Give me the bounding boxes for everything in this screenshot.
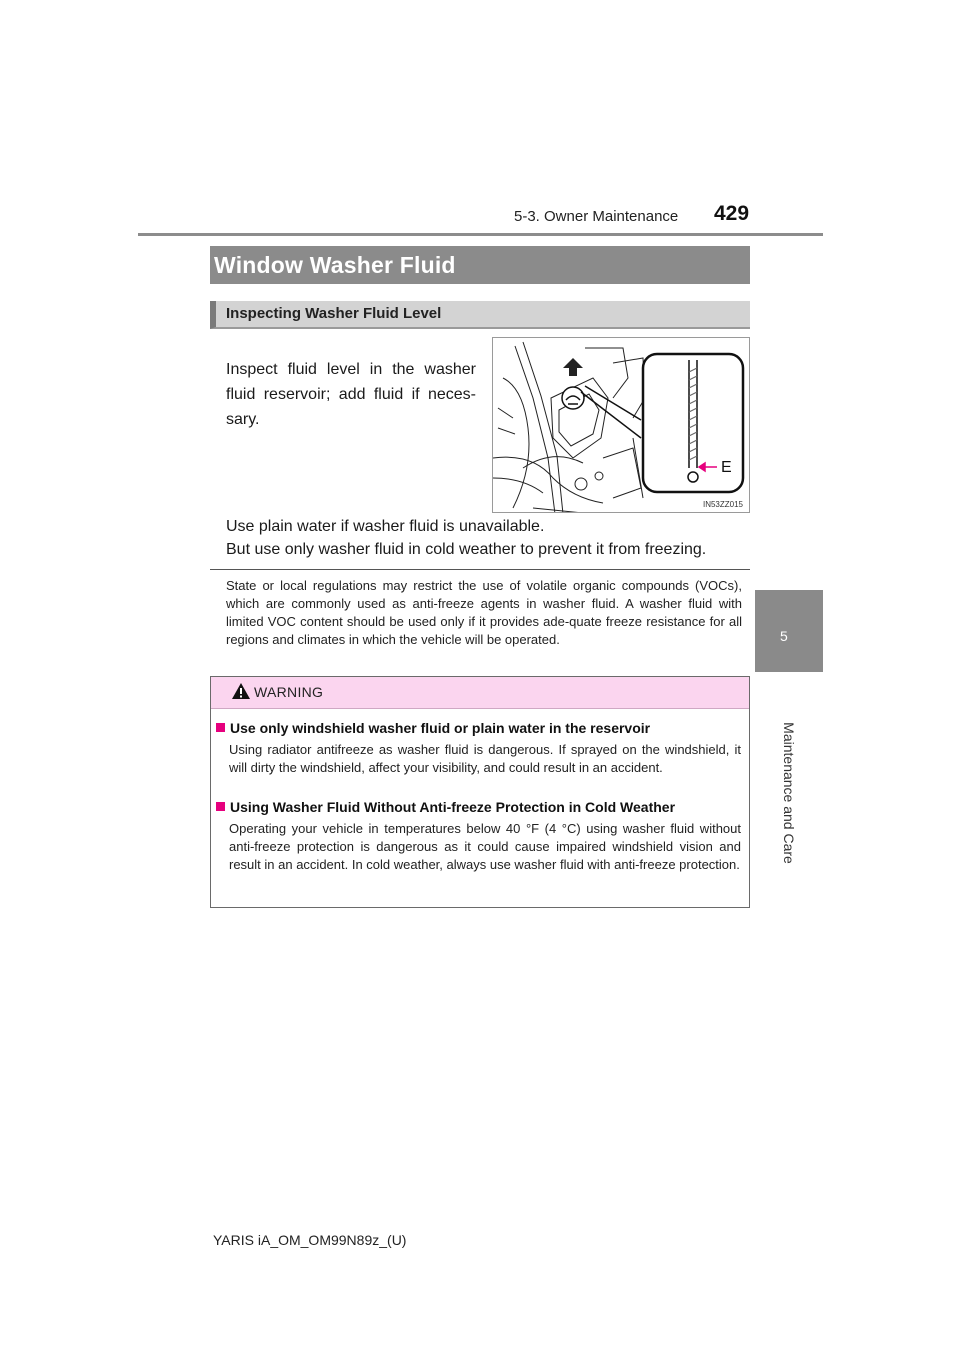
- note-paragraph: State or local regulations may restrict the use of volatile organic compounds (VOCs), which are commonly used as anti-freeze agents in washer fluid. A washer fluid with limited VOC content should be used only if it provides ade-quate freeze resistance for all regions and climates in which the vehicle will be operated.: [226, 578, 742, 647]
- page-number: 429: [714, 202, 750, 225]
- warning-header: [211, 677, 749, 709]
- warning-item-body: Operating your vehicle in temperatures below 40 °F (4 °C) using washer fluid without anti-freeze protection is dangerous as it could cause impaired windshield vision and result in an accident. In cold weather, always use washer fluid with anti-freeze protection.: [229, 821, 741, 872]
- note-divider: [210, 569, 750, 570]
- subheading-bar: [210, 301, 750, 329]
- header-section: 5-3. Owner Maintenance: [514, 208, 679, 225]
- warning-item-heading-text: Using Washer Fluid Without Anti-freeze Protection in Cold Weather: [230, 799, 676, 815]
- chapter-title: Maintenance and Care: [781, 722, 797, 864]
- warning-title: WARNING: [254, 684, 324, 700]
- level-label: E: [721, 459, 732, 476]
- subheading: Inspecting Washer Fluid Level: [226, 305, 442, 322]
- engine-bay-illustration: [493, 338, 750, 513]
- section-title-bar: [210, 246, 750, 284]
- footer-code: YARIS iA_OM_OM99N89z_(U): [213, 1232, 407, 1248]
- figure-code: IN53ZZ015: [702, 500, 743, 509]
- warning-icon: [231, 682, 251, 700]
- warning-item-heading-text: Use only windshield washer fluid or plain water in the reservoir: [230, 720, 651, 736]
- warning-item-heading: [216, 720, 650, 736]
- intro-paragraph: Inspect fluid level in the washer fluid reservoir; add fluid if neces-sary.: [226, 361, 476, 428]
- body-line-2: But use only washer fluid in cold weather to prevent it from freezing.: [226, 541, 707, 558]
- body-line-1: Use plain water if washer fluid is unavailable.: [226, 518, 545, 535]
- washer-reservoir-figure: [492, 337, 750, 513]
- arrow-icon: [563, 358, 583, 376]
- warning-item-heading: [216, 799, 675, 815]
- chapter-number: 5: [780, 628, 788, 644]
- section-title: Window Washer Fluid: [214, 252, 456, 278]
- chapter-tab: [755, 590, 823, 672]
- header-rule: [138, 233, 823, 236]
- warning-box: [210, 676, 750, 908]
- warning-item-body: Using radiator antifreeze as washer fluid is dangerous. If sprayed on the windshield, it will dirty the windshield, affect your visibility, and could result in an accident.: [229, 742, 741, 775]
- bullet-square-icon: [216, 723, 225, 732]
- bullet-square-icon: [216, 802, 225, 811]
